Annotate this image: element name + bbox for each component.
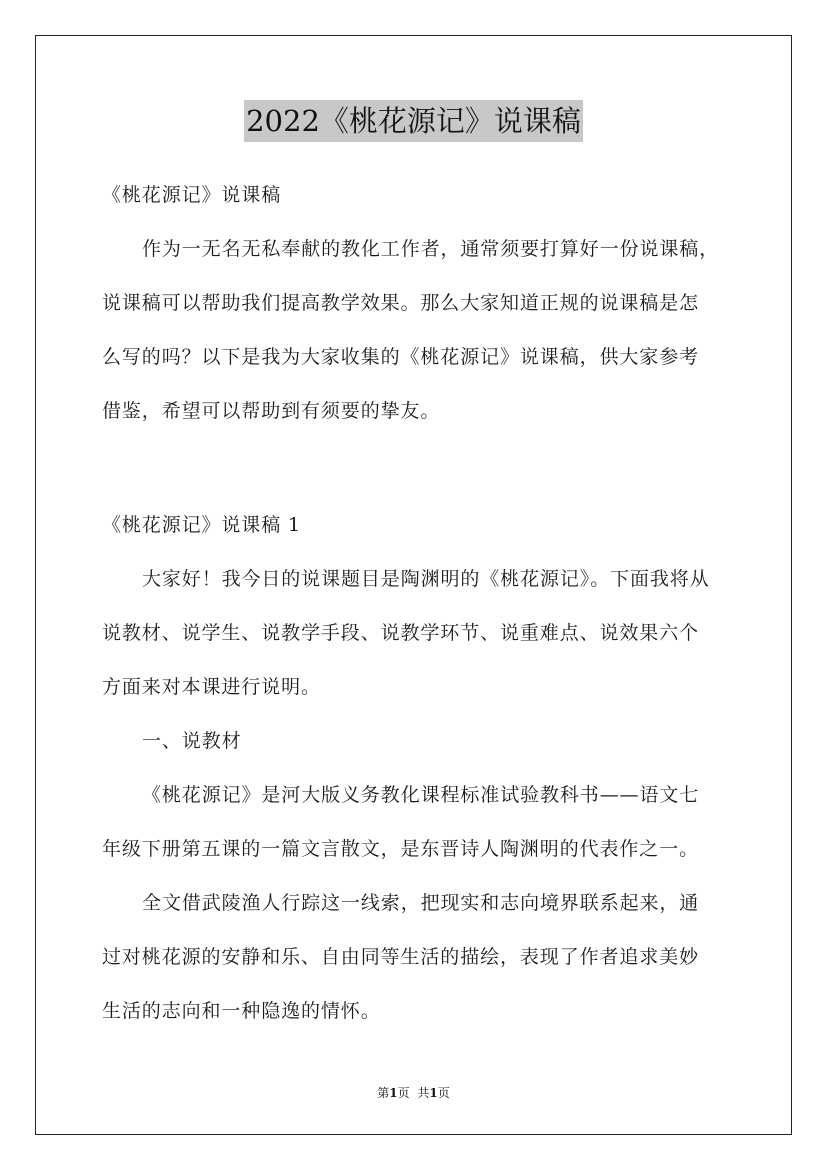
- intro-line-2: 说课稿可以帮助我们提高教学效果。那么大家知道正规的说课稿是怎: [102, 292, 700, 314]
- subtitle: 《桃花源记》说课稿: [102, 184, 282, 206]
- total-pages: 1: [429, 1086, 438, 1100]
- page-footer: [0, 1084, 827, 1101]
- theme-line-3: 生活的志向和一种隐逸的情怀。: [102, 1000, 381, 1022]
- textbook-line-1: 《桃花源记》是河大版义务教化课程标准试验教科书——语文七: [142, 784, 700, 806]
- page-prefix: 第: [377, 1086, 390, 1100]
- theme-line-2: 过对桃花源的安静和乐、自由同等生活的描绘，表现了作者追求美妙: [102, 946, 700, 968]
- paragraph-gap: [102, 438, 732, 498]
- greeting-line-3: 方面来对本课进行说明。: [102, 676, 321, 698]
- page-number: 1: [389, 1086, 398, 1100]
- section-heading: 《桃花源记》说课稿 1: [102, 514, 302, 536]
- total-suffix: 页: [437, 1086, 450, 1100]
- intro-line-3: 么写的吗？以下是我为大家收集的《桃花源记》说课稿，供大家参考: [102, 346, 700, 368]
- title-container: [0, 100, 827, 142]
- document-body: [102, 168, 732, 1038]
- page-suffix: 页: [397, 1086, 410, 1100]
- intro-line-4: 借鉴，希望可以帮助到有须要的挚友。: [102, 400, 441, 422]
- textbook-line-2: 年级下册第五课的一篇文言散文，是东晋诗人陶渊明的代表作之一。: [102, 838, 700, 860]
- greeting-line-1: 大家好！我今日的说课题目是陶渊明的《桃花源记》。下面我将从: [142, 568, 710, 590]
- total-prefix: 共: [417, 1086, 430, 1100]
- part-heading: 一、说教材: [142, 730, 242, 752]
- greeting-line-2: 说教材、说学生、说教学手段、说教学环节、说重难点、说效果六个: [102, 622, 700, 644]
- theme-line-1: 全文借武陵渔人行踪这一线索，把现实和志向境界联系起来，通: [142, 892, 700, 914]
- intro-line-1: 作为一无名无私奉献的教化工作者，通常须要打算好一份说课稿，: [142, 238, 720, 260]
- document-title: 2022《桃花源记》说课稿: [244, 100, 583, 142]
